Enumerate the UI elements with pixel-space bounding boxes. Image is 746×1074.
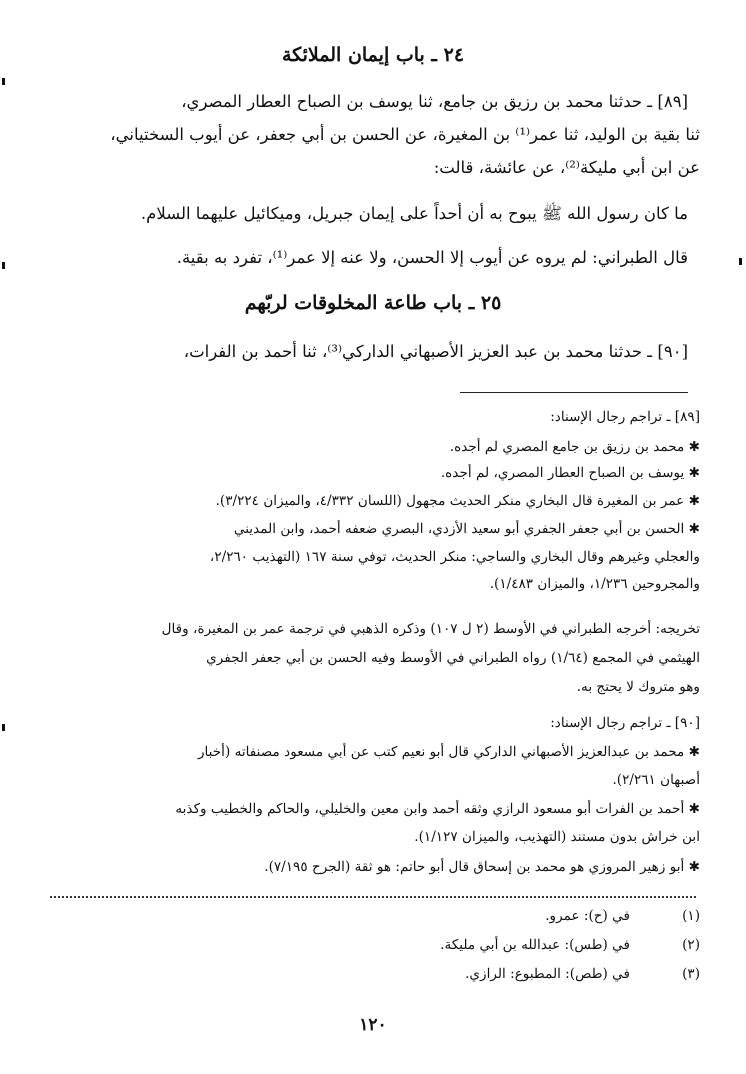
- hadith-89-line-1: [٨٩] ـ حدثنا محمد بن رزيق بن جامع، ثنا يوسف بن الصباح العطار المصري،: [181, 92, 688, 111]
- hadith-89-matn: ما كان رسول الله ﷺ يبوح به أن أحداً على إيمان جبريل، وميكائيل عليهما السلام.: [140, 204, 688, 223]
- notes-89-heading: [٨٩] ـ تراجم رجال الإسناد:: [550, 409, 700, 425]
- hadith-90-line-1: [٩٠] ـ حدثنا محمد بن عبد العزيز الأصبهاني الداركي⁽³⁾، ثنا أحمد بن الفرات،: [183, 342, 688, 361]
- notes-89-takhrij: وهو متروك لا يحتج به.: [576, 679, 700, 695]
- footnotes-separator: [50, 896, 696, 898]
- notes-90-item: أصبهان ٢/٢٦١).: [612, 772, 700, 788]
- notes-90-item: ابن خراش بدون مستند (التهذيب، والميزان ١/١٢٧).: [414, 829, 700, 845]
- page-number: ١٢٠: [359, 1015, 387, 1035]
- hadith-89-tabarani-comment: قال الطبراني: لم يروه عن أيوب إلا الحسن، ولا عنه إلا عمر⁽¹⁾، تفرد به بقية.: [176, 248, 688, 267]
- notes-89-item: والعجلي وغيرهم وقال البخاري والساجي: منكر الحديث، توفي سنة ١٦٧ (التهذيب ٢/٢٦٠،: [209, 549, 700, 565]
- notes-90-item: ✱ أحمد بن الفرات أبو مسعود الرازي وثقه أحمد وابن معين والخليلي، والحاكم والخطيب وكذبه: [175, 801, 700, 817]
- chapter-24-title: ٢٤ ـ باب إيمان الملائكة: [281, 44, 465, 66]
- scan-edge-mark: [2, 262, 5, 269]
- hadith-89-line-3: عن ابن أبي مليكة⁽²⁾، عن عائشة، قالت:: [433, 158, 700, 177]
- notes-90-item: ✱ محمد بن عبدالعزيز الأصبهاني الداركي قال أبو نعيم كتب عن أبي مسعود مصنفاته (أخبار: [197, 744, 700, 760]
- notes-89-takhrij: الهيثمي في المجمع (١/٦٤) رواه الطبراني في الأوسط وفيه الحسن بن أبي جعفر الجفري: [206, 650, 700, 666]
- footnote-text: في (طص): المطبوع: الرازي.: [465, 966, 630, 982]
- notes-90-item: ✱ أبو زهير المروزي هو محمد بن إسحاق قال أبو حاتم: هو ثقة (الجرح ٧/١٩٥).: [264, 859, 700, 875]
- chapter-25-title: ٢٥ ـ باب طاعة المخلوقات لربّهم: [244, 292, 502, 314]
- footnote-2: [200, 934, 700, 956]
- footnote-text: في (طس): عبدالله بن أبي مليكة.: [440, 937, 630, 953]
- hadith-89-line-2: ثنا بقية بن الوليد، ثنا عمر⁽¹⁾ بن المغيرة، عن الحسن بن أبي جعفر، عن أيوب السختياني،: [110, 125, 700, 144]
- footnote-number: (٢): [682, 937, 700, 953]
- scan-edge-mark: [2, 724, 5, 731]
- notes-89-takhrij: تخريجه: أخرجه الطبراني في الأوسط (٢ ل ١٠٧) وذكره الذهبي في ترجمة عمر بن المغيرة، وقال: [161, 621, 700, 637]
- notes-90-heading: [٩٠] ـ تراجم رجال الإسناد:: [550, 715, 700, 731]
- scan-edge-mark: [739, 258, 742, 265]
- notes-89-item: ✱ عمر بن المغيرة قال البخاري منكر الحديث مجهول (اللسان ٤/٣٣٢، والميزان ٣/٢٢٤).: [215, 493, 700, 509]
- footnote-3: [200, 963, 700, 985]
- notes-89-item: والمجروحين ١/٢٣٦، والميزان ١/٤٨٣).: [489, 576, 700, 592]
- scan-edge-mark: [2, 78, 5, 85]
- footnote-number: (١): [682, 908, 700, 924]
- notes-89-item: ✱ الحسن بن أبي جعفر الجفري أبو سعيد الأزدي، البصري ضعفه أحمد، وابن المديني: [233, 521, 700, 537]
- notes-89-item: ✱ محمد بن رزيق بن جامع المصري لم أجده.: [449, 439, 700, 455]
- notes-89-item: ✱ يوسف بن الصباح العطار المصري، لم أجده.: [440, 465, 700, 481]
- notes-separator: [460, 392, 688, 393]
- footnote-text: في (ح): عمرو.: [545, 908, 630, 924]
- footnote-1: [200, 905, 700, 927]
- footnote-number: (٣): [682, 966, 700, 982]
